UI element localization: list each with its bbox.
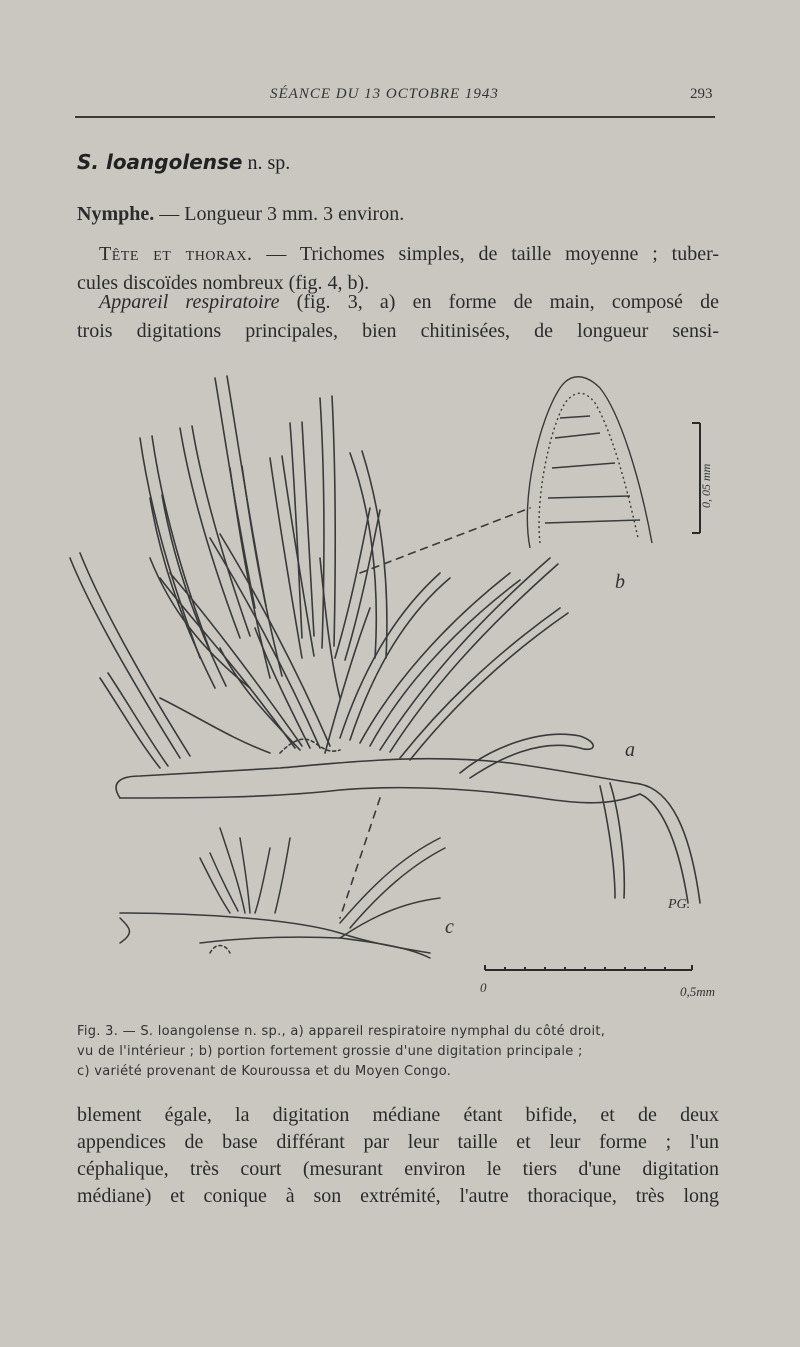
label-c: c (445, 916, 454, 938)
nymphe-label: Nymphe. (77, 203, 155, 225)
tete-line-2: cules discoïdes nombreux (fig. 4, b). (77, 272, 370, 294)
caption-line-1: Fig. 3. — S. loangolense n. sp., a) appareil respiratoire nymphal du côté droit, (77, 1024, 606, 1039)
appareil-line-1 (77, 288, 719, 317)
paragraph-appareil (77, 288, 719, 346)
main-spiracle-a (70, 376, 700, 918)
running-title: SÉANCE DU 13 OCTOBRE 1943 (270, 86, 499, 102)
nymphe-text: — Longueur 3 mm. 3 environ. (154, 203, 405, 225)
body-line-3: céphalique, très court (mesurant environ le tiers d'une digitation (77, 1158, 719, 1180)
running-head (0, 86, 800, 110)
caption-line-3: c) variété provenant de Kouroussa et du Moyen Congo. (77, 1064, 452, 1079)
scale-end-label: 0,5mm (680, 984, 716, 999)
body-line-4: médiane) et conique à son extrémité, l'autre thoracique, très long (77, 1185, 719, 1207)
appareil-line-2: trois digitations principales, bien chitinisées, de longueur sensi- (77, 320, 719, 342)
figure-3 (40, 358, 770, 1008)
label-b: b (615, 571, 625, 593)
species-name: S. loangolense (77, 150, 243, 174)
tete-line-1 (77, 240, 719, 269)
enlarged-tip-b (527, 377, 652, 548)
paragraph-continued (77, 1102, 719, 1210)
label-a: a (625, 739, 635, 761)
figure-3-drawing (40, 358, 770, 1008)
header-rule (75, 116, 715, 118)
body-line-2: appendices de base différant par leur taille et leur forme ; l'un (77, 1131, 719, 1153)
variant-c (120, 828, 445, 958)
scale-bars (485, 423, 700, 970)
figure-caption (77, 1022, 725, 1082)
tete-label: Tête et thorax. (99, 243, 253, 265)
caption-line-2: vu de l'intérieur ; b) portion fortement grossie d'une digitation principale ; (77, 1044, 583, 1059)
species-status: n. sp. (242, 152, 291, 174)
paragraph-nymphe (77, 200, 719, 229)
body-line-1: blement égale, la digitation médiane étant bifide, et de deux (77, 1104, 719, 1126)
appareil-line1-rest: (fig. 3, a) en forme de main, composé de (279, 291, 719, 313)
artist-signature: PG. (668, 897, 691, 912)
scale-b-label: 0, 05 mm (699, 463, 713, 508)
appareil-label: Appareil respiratoire (99, 291, 280, 313)
page-number: 293 (690, 86, 713, 102)
tete-line1-rest: — Trichomes simples, de taille moyenne ; tuber- (252, 243, 719, 265)
scale-start-label: 0 (480, 980, 487, 995)
species-heading (77, 150, 290, 175)
